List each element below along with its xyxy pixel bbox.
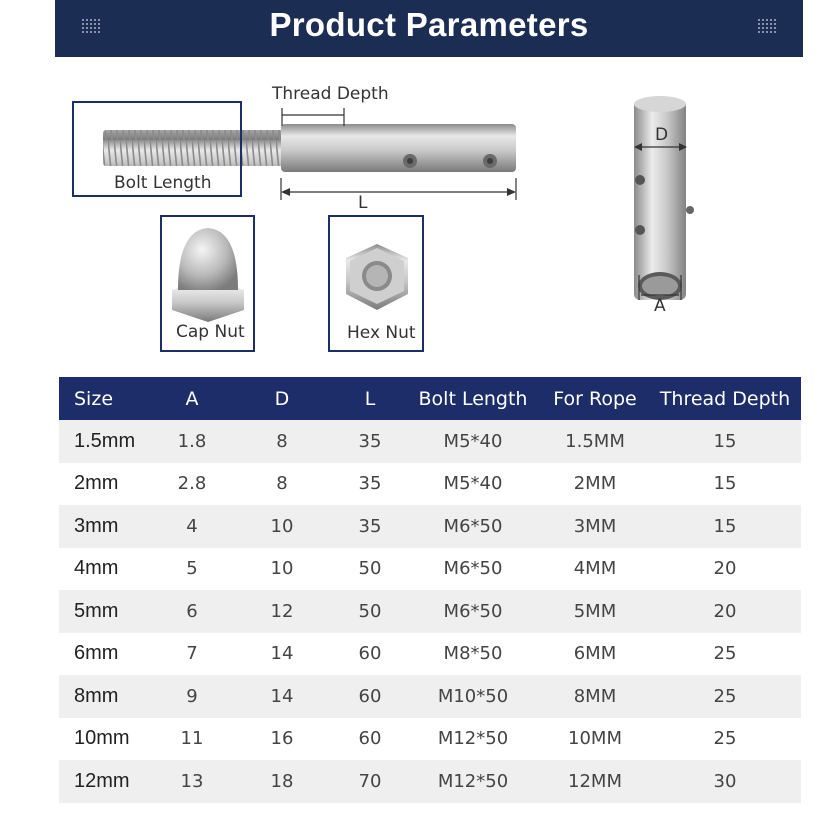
table-cell: 18 xyxy=(270,770,294,792)
table-cell: 5MM xyxy=(573,600,617,622)
table-cell: 4mm xyxy=(74,557,119,580)
table-row xyxy=(59,675,801,718)
table-cell: 6mm xyxy=(74,642,119,665)
table-cell: 8mm xyxy=(74,684,119,707)
table-cell: M6*50 xyxy=(443,558,503,580)
column-header: L xyxy=(364,387,376,410)
table-row xyxy=(59,463,801,506)
table-cell: 15 xyxy=(713,430,737,452)
table-cell: 5mm xyxy=(74,599,119,622)
table-cell: 20 xyxy=(713,600,737,622)
table-cell: 10MM xyxy=(568,728,622,750)
column-header: Thread Depth xyxy=(659,387,791,410)
table-cell: 5 xyxy=(186,558,198,580)
table-cell: 15 xyxy=(713,515,737,537)
table-cell: 4 xyxy=(186,515,198,537)
table-cell: 30 xyxy=(713,770,737,792)
table-cell: M10*50 xyxy=(437,685,509,707)
table-cell: 8MM xyxy=(573,685,617,707)
table-cell: 14 xyxy=(270,685,294,707)
table-cell: 6MM xyxy=(573,643,617,665)
table-cell: 35 xyxy=(358,515,382,537)
table-cell: M6*50 xyxy=(443,515,503,537)
table-cell: 8 xyxy=(276,430,288,452)
parameters-table xyxy=(59,377,801,803)
table-cell: 3mm xyxy=(74,514,119,537)
table-cell: M12*50 xyxy=(437,728,509,750)
table-cell: 10 xyxy=(270,558,294,580)
table-cell: 4MM xyxy=(573,558,617,580)
product-diagram xyxy=(0,60,824,370)
tube-drawing xyxy=(281,124,516,172)
table-cell: 2.8 xyxy=(177,473,207,495)
table-cell: 25 xyxy=(713,685,737,707)
table-cell: 16 xyxy=(270,728,294,750)
column-header: For Rope xyxy=(553,387,637,410)
table-cell: 14 xyxy=(270,643,294,665)
table-cell: M5*40 xyxy=(443,473,503,495)
table-cell: M12*50 xyxy=(437,770,509,792)
table-cell: 35 xyxy=(358,430,382,452)
a-dimension-label: A xyxy=(654,296,666,316)
table-cell: 7 xyxy=(186,643,198,665)
table-cell: 35 xyxy=(358,473,382,495)
table-cell: 25 xyxy=(713,728,737,750)
table-cell: 12 xyxy=(270,600,294,622)
table-row xyxy=(59,760,801,803)
table-cell: M5*40 xyxy=(443,430,503,452)
table-cell: 3MM xyxy=(573,515,617,537)
table-row xyxy=(59,505,801,548)
table-cell: M6*50 xyxy=(443,600,503,622)
column-header: A xyxy=(185,387,199,410)
table-cell: 12MM xyxy=(568,770,622,792)
dot-grid-icon xyxy=(757,18,779,34)
table-row xyxy=(59,718,801,761)
table-cell: 20 xyxy=(713,558,737,580)
column-header: Size xyxy=(74,387,114,410)
table-cell: 1.8 xyxy=(177,430,207,452)
table-cell: 2MM xyxy=(573,473,617,495)
table-cell: 13 xyxy=(180,770,204,792)
column-header: Bolt Length xyxy=(418,387,528,410)
table-cell: 10mm xyxy=(74,727,130,750)
page-title: Product Parameters xyxy=(269,6,589,43)
bolt-length-label: Bolt Length xyxy=(114,173,212,193)
l-dimension-label: L xyxy=(358,193,368,213)
table-cell: 60 xyxy=(358,643,382,665)
table-cell: 10 xyxy=(270,515,294,537)
table-cell: 1.5mm xyxy=(74,429,136,452)
table-cell: 11 xyxy=(180,728,204,750)
table-cell: M8*50 xyxy=(443,643,503,665)
table-cell: 60 xyxy=(358,685,382,707)
table-row xyxy=(59,590,801,633)
hex-nut-label: Hex Nut xyxy=(347,323,416,343)
table-header xyxy=(59,377,801,420)
table-cell: 8 xyxy=(276,473,288,495)
table-cell: 12mm xyxy=(74,769,130,792)
table-cell: 70 xyxy=(358,770,382,792)
table-cell: 6 xyxy=(186,600,198,622)
table-cell: 2mm xyxy=(74,472,119,495)
table-row xyxy=(59,420,801,463)
table-cell: 9 xyxy=(186,685,198,707)
d-dimension-label: D xyxy=(655,125,669,145)
title-banner xyxy=(55,0,803,57)
column-header: D xyxy=(274,387,290,410)
table-cell: 60 xyxy=(358,728,382,750)
table-body xyxy=(59,420,801,803)
table-cell: 25 xyxy=(713,643,737,665)
table-cell: 50 xyxy=(358,558,382,580)
cap-nut-label: Cap Nut xyxy=(176,322,245,342)
table-cell: 50 xyxy=(358,600,382,622)
table-cell: 15 xyxy=(713,473,737,495)
table-row xyxy=(59,633,801,676)
thread-depth-label: Thread Depth xyxy=(272,84,389,104)
table-row xyxy=(59,548,801,591)
table-cell: 1.5MM xyxy=(565,430,625,452)
